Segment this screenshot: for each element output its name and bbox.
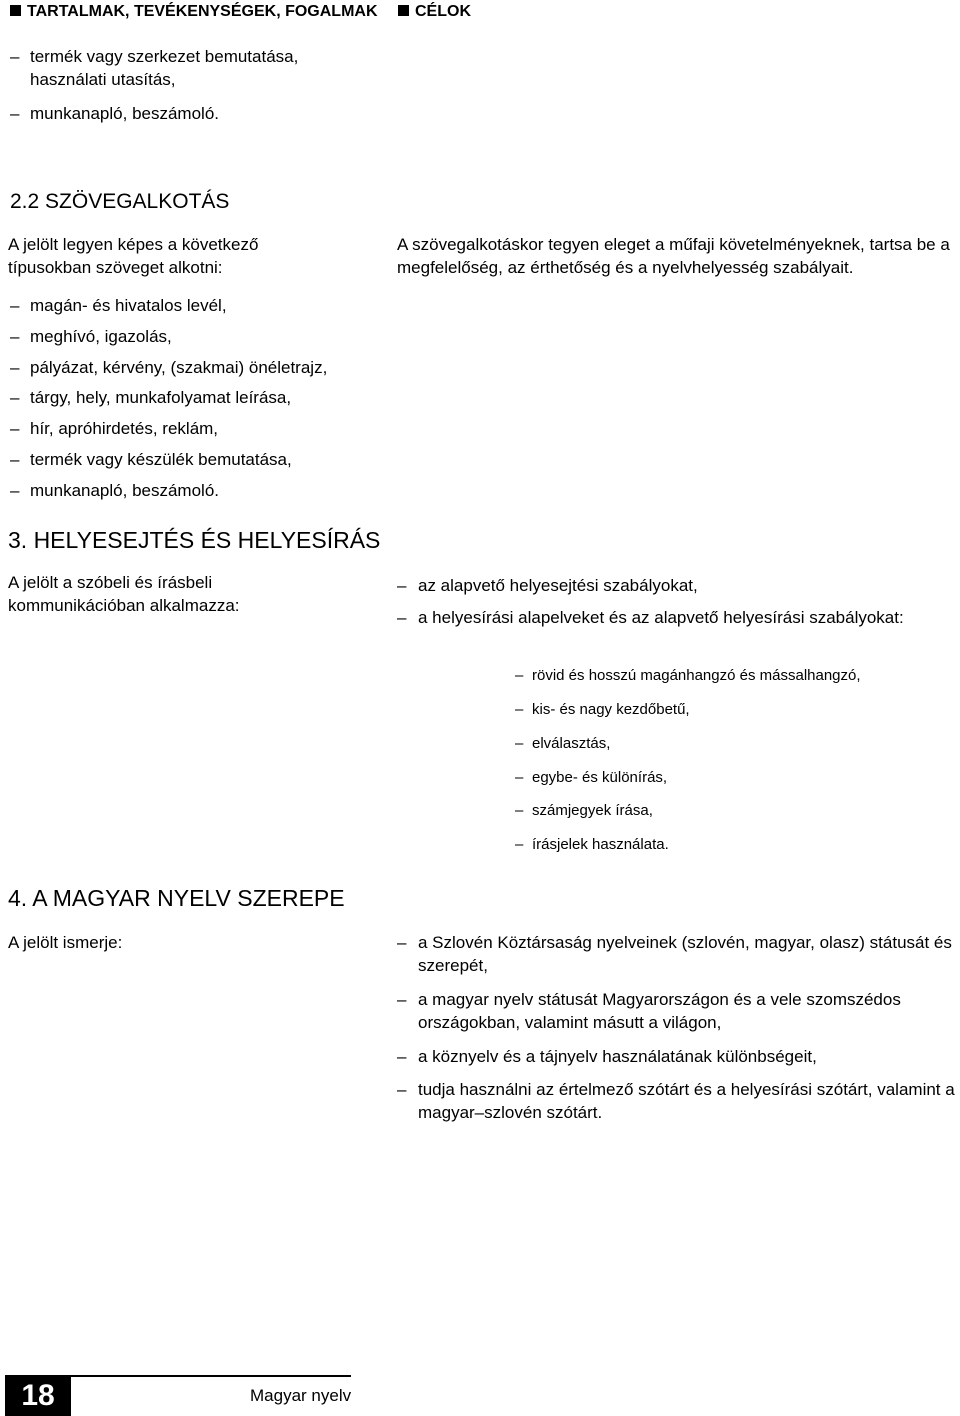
dash-bullet: –: [397, 1047, 407, 1066]
section-intro: A jelölt a szóbeli és írásbeli kommunikációban alkalmazza:: [8, 573, 240, 615]
sub-list-item: [515, 734, 955, 754]
square-bullet-icon: [10, 5, 21, 16]
list-item-text: pályázat, kérvény, (szakmai) önéletrajz,: [30, 358, 328, 377]
header-left-label: TARTALMAK, TEVÉKENYSÉGEK, FOGALMAK: [27, 3, 378, 20]
list-item-text: a magyar nyelv státusát Magyarországon és a vele szomszédos országokban, valamint másutt a világon,: [418, 990, 901, 1032]
list-item: [10, 294, 390, 317]
dash-bullet: –: [397, 990, 407, 1009]
dash-bullet: –: [10, 296, 20, 315]
list-item-text: a helyesírási alapelveket és az alapvető helyesírási szabályokat:: [418, 608, 904, 627]
dash-bullet: –: [397, 576, 407, 595]
list-item: [10, 356, 390, 379]
dash-bullet: –: [515, 701, 524, 718]
list-item: [10, 325, 390, 348]
sub-list-item-text: számjegyek írása,: [532, 802, 653, 819]
list-item: [397, 606, 927, 629]
list-item: [397, 988, 957, 1034]
sub-list-item: [515, 768, 955, 788]
dash-bullet: –: [515, 802, 524, 819]
list-item-text: tárgy, hely, munkafolyamat leírása,: [30, 388, 292, 407]
dash-bullet: –: [515, 735, 524, 752]
list-item: [10, 45, 350, 91]
list-item-text: a Szlovén Köztársaság nyelveinek (szlovén, magyar, olasz) státusát és szerepét,: [418, 933, 952, 975]
list-item: [397, 1078, 957, 1124]
header-right: [398, 3, 471, 21]
dash-bullet: –: [397, 933, 407, 952]
dash-bullet: –: [515, 836, 524, 853]
dash-bullet: –: [10, 327, 20, 346]
dash-bullet: –: [10, 104, 20, 123]
dash-bullet: –: [10, 481, 20, 500]
list-item: [10, 448, 390, 471]
header-left: [10, 3, 378, 21]
sub-list-item-text: írásjelek használata.: [532, 836, 669, 853]
sub-list-item: [515, 700, 955, 720]
dash-bullet: –: [515, 769, 524, 786]
dash-bullet: –: [10, 47, 20, 66]
list-item-text: hír, apróhirdetés, reklám,: [30, 419, 219, 438]
section-intro: A jelölt ismerje:: [8, 933, 123, 952]
dash-bullet: –: [10, 419, 20, 438]
sub-list-item-text: rövid és hosszú magánhangzó és mássalhangzó,: [532, 667, 861, 684]
dash-bullet: –: [10, 358, 20, 377]
list-item-text: termék vagy készülék bemutatása,: [30, 450, 292, 469]
sub-list-item-text: elválasztás,: [532, 735, 611, 752]
sub-list-item: [515, 666, 955, 686]
section-title: 3. HELYESEJTÉS ÉS HELYESÍRÁS: [8, 527, 381, 553]
sub-list-item-text: egybe- és különírás,: [532, 769, 668, 786]
section-goal: A szövegalkotáskor tegyen eleget a műfaji követelményeknek, tartsa be a megfelelőség, az érthetőség és a nyelvhelyesség szabályait.: [397, 235, 950, 277]
list-item: [397, 931, 957, 977]
section-intro: A jelölt legyen képes a következő típusokban szöveget alkotni:: [8, 235, 259, 277]
dash-bullet: –: [10, 450, 20, 469]
list-item-text: munkanapló, beszámoló.: [30, 481, 220, 500]
list-item: [397, 574, 957, 597]
header-right-label: CÉLOK: [415, 3, 471, 20]
list-item: [10, 102, 350, 125]
list-item: [397, 1045, 957, 1068]
list-item-text: az alapvető helyesejtési szabályokat,: [418, 576, 698, 595]
page-number: 18: [5, 1375, 71, 1416]
dash-bullet: –: [10, 388, 20, 407]
list-item-text: meghívó, igazolás,: [30, 327, 172, 346]
sub-list-item: [515, 801, 955, 821]
dash-bullet: –: [397, 1080, 407, 1099]
list-item: [10, 386, 390, 409]
list-item-text: a köznyelv és a tájnyelv használatának különbségeit,: [418, 1047, 817, 1066]
list-item-text: magán- és hivatalos levél,: [30, 296, 227, 315]
section-title: 4. A MAGYAR NYELV SZEREPE: [8, 885, 345, 911]
sub-list-item-text: kis- és nagy kezdőbetű,: [532, 701, 690, 718]
list-item: [10, 417, 390, 440]
list-item-text: tudja használni az értelmező szótárt és a helyesírási szótárt, valamint a magyar–szlovén szótárt.: [418, 1080, 955, 1122]
sub-list-item: [515, 835, 955, 855]
footer-title: Magyar nyelv: [250, 1386, 352, 1405]
list-item-text: munkanapló, beszámoló.: [30, 104, 220, 123]
list-item: [10, 479, 390, 502]
dash-bullet: –: [397, 608, 407, 627]
list-item-text: termék vagy szerkezet bemutatása, használati utasítás,: [30, 47, 299, 89]
dash-bullet: –: [515, 667, 524, 684]
square-bullet-icon: [398, 5, 409, 16]
section-title: 2.2 SZÖVEGALKOTÁS: [10, 190, 230, 213]
